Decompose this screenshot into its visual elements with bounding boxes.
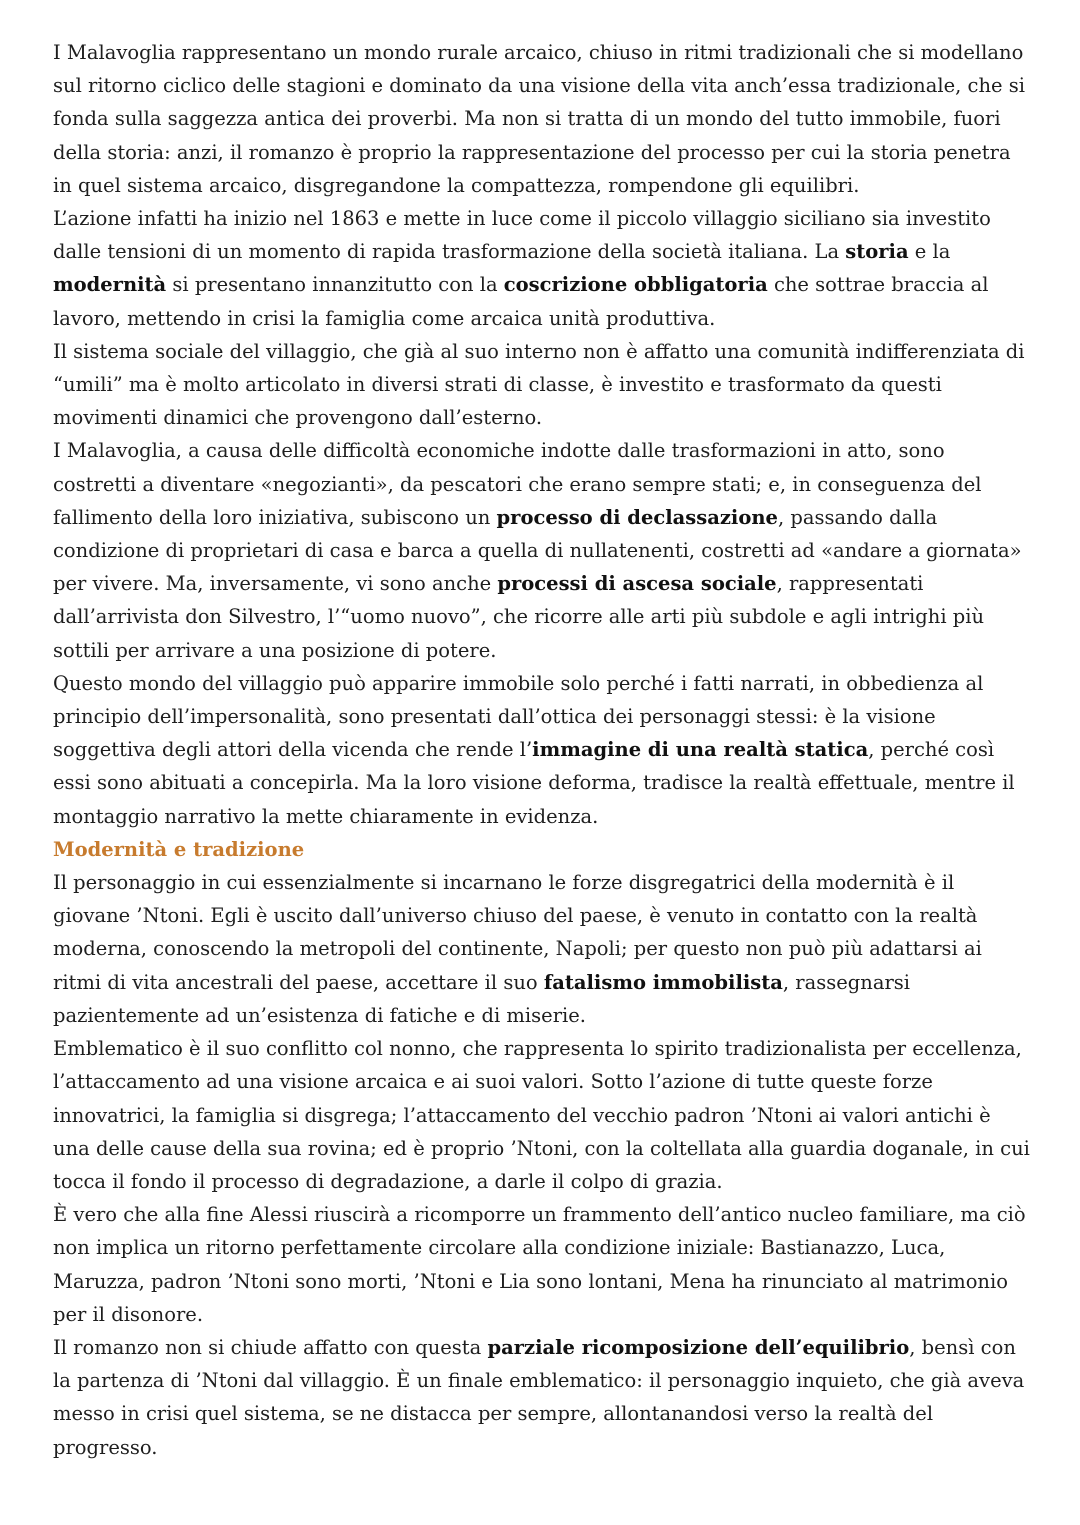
paragraph [53,1198,1032,1331]
text-run: I Malavoglia rappresentano un mondo rurale arcaico, chiuso in ritmi tradizionali che si modellano sul ritorno ciclico delle stagioni e dominato da una visione della vita anch’essa tradizionale, che si fonda sulla saggezza antica dei proverbi. Ma non si tratta di un mondo del tutto immobile, fuori della storia: anzi, il romanzo è proprio la rappresentazione del processo per cui la storia penetra in quel sistema arcaico, disgregandone la compattezza, rompendone gli equilibri. [53,41,1026,197]
text-run: L’azione infatti ha inizio nel 1863 e mette in luce come il piccolo villaggio siciliano sia investito dalle tensioni di un momento di rapida trasformazione della società italiana. La [53,207,991,264]
text-run: Emblematico è il suo conflitto col nonno, che rappresenta lo spirito tradizionalista per eccellenza, l’attaccamento ad una visione arcaica e ai suoi valori. Sotto l’azione di tutte queste forze innovatrici, la famiglia si disgrega; l’attaccamento del vecchio padron ’Ntoni ai valori antichi è una delle cause della sua rovina; ed è proprio ’Ntoni, con la coltellata alla guardia doganale, in cui tocca il fondo il processo di degradazione, a darle il colpo di grazia. [53,1037,1030,1193]
paragraph [53,202,1032,335]
bold-term: immagine di una realtà statica [532,738,869,762]
text-run: Questo mondo del villaggio può apparire immobile solo perché i fatti narrati, in obbedienza al principio dell’impersonalità, sono presentati dall’ottica dei personaggi stessi: è la visione soggettiva degli attori della vicenda che rende l’ [53,671,984,762]
text-run: si presentano innanzitutto con la [166,273,504,297]
text-run: I Malavoglia, a causa delle difficoltà economiche indotte dalle trasformazioni in atto, sono costretti a diventare «negozianti», da pescatori che erano sempre stati; e, in conseguenza del fallimento della loro iniziativa, subiscono un [53,439,982,529]
bold-term: coscrizione obbligatoria [503,273,768,297]
text-run: che sottrae braccia al lavoro, mettendo in crisi la famiglia come arcaica unità produttiva. [53,273,989,330]
bold-term: processo di declassazione [496,505,778,529]
paragraph [53,36,1032,202]
paragraph [53,1032,1032,1198]
section-heading: Modernità e tradizione [53,837,305,861]
paragraph [53,667,1032,833]
text-run: È vero che alla fine Alessi riuscirà a ricomporre un frammento dell’antico nucleo familiare, ma ciò non implica un ritorno perfettamente circolare alla condizione iniziale: Bastianazzo, Luca, Maruzza, padron ’Ntoni sono morti, ’Ntoni e Lia sono lontani, Mena ha rinunciato al matrimonio per il disonore. [53,1203,1026,1326]
text-run: Il romanzo non si chiude affatto con questa [53,1335,488,1359]
text-run: , perché così essi sono abituati a concepirla. Ma la loro visione deforma, tradisce la realtà effettuale, mentre il montaggio narrativo la mette chiaramente in evidenza. [53,738,1015,828]
text-run: Il personaggio in cui essenzialmente si incarnano le forze disgregatrici della modernità è il giovane ’Ntoni. Egli è uscito dall’universo chiuso del paese, è venuto in contatto con la realtà moderna, conoscendo la metropoli del continente, Napoli; per questo non può più adattarsi ai ritmi di vita ancestrali del paese, accettare il suo [53,871,982,994]
bold-term: fatalismo immobilista [543,970,783,994]
bold-term: modernità [53,273,167,297]
text-run: , rassegnarsi pazientemente ad un’esistenza di fatiche e di miserie. [53,970,911,1027]
text-run: , passando dalla condizione di proprietari di casa e barca a quella di nullatenenti, costretti ad «andare a giornata» per vivere. Ma, inversamente, vi sono anche [53,505,1022,596]
text-run: , rappresentati dall’arrivista don Silvestro, l’“uomo nuovo”, che ricorre alle arti più subdole e agli intrighi più sottili per arrivare a una posizione di potere. [53,572,985,662]
text-run: Il sistema sociale del villaggio, che già al suo interno non è affatto una comunità indifferenziata di “umili” ma è molto articolato in diversi strati di classe, è investito e trasformato da questi movimenti dinamici che provengono dall’esterno. [53,339,1025,430]
paragraph [53,1331,1032,1464]
paragraph [53,434,1032,666]
bold-term: processi di ascesa sociale [497,572,777,596]
text-run: , bensì con la partenza di ’Ntoni dal villaggio. È un finale emblematico: il personaggio inquieto, che già aveva messo in crisi quel sistema, se ne distacca per sempre, allontanandosi verso la realtà del progresso. [53,1335,1025,1459]
paragraph [53,335,1032,435]
bold-term: parziale ricomposizione dell’equilibrio [487,1335,910,1359]
text-run: e la [908,240,951,264]
document-body [53,36,1032,1464]
bold-term: storia [845,240,909,264]
paragraph [53,866,1032,1032]
